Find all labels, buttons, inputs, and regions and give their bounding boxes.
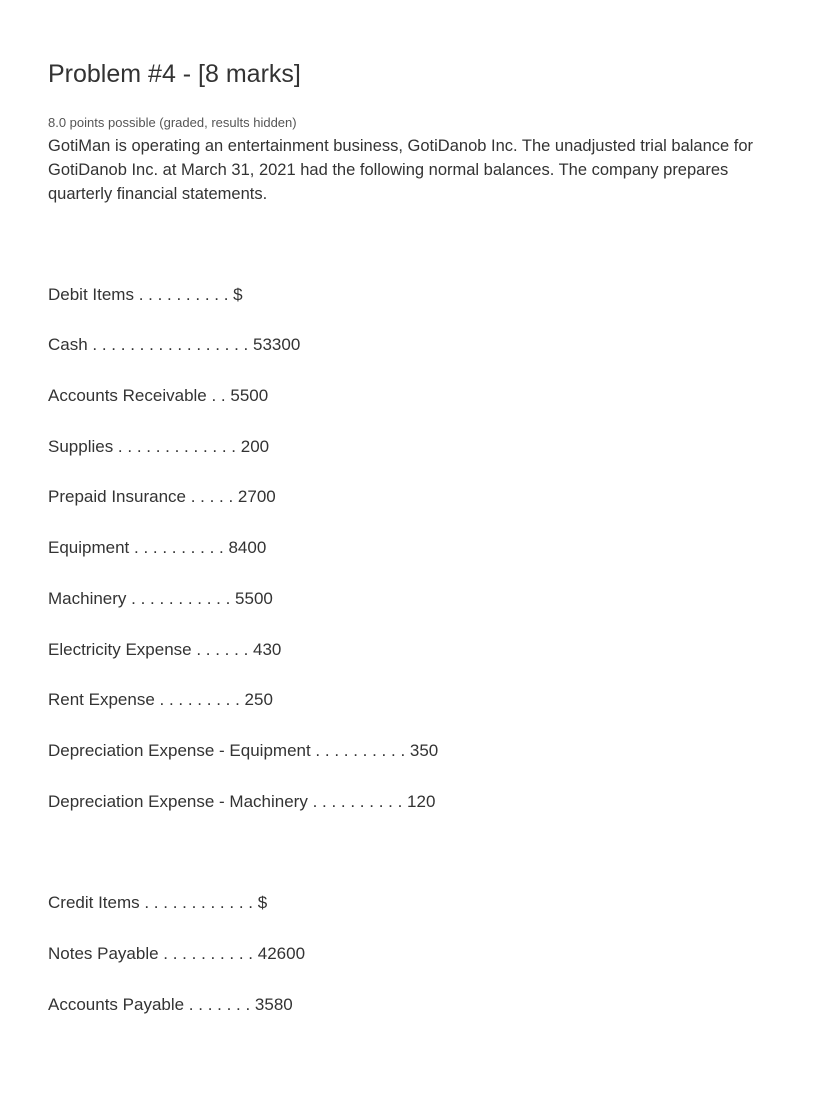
debit-items-header: Debit Items . . . . . . . . . . $: [48, 285, 243, 304]
debit-line-rent-expense: Rent Expense . . . . . . . . . 250: [48, 690, 273, 709]
debit-line-supplies: Supplies . . . . . . . . . . . . . 200: [48, 437, 270, 456]
debit-line-cash: Cash . . . . . . . . . . . . . . . . . 53300: [48, 335, 301, 354]
debit-line-prepaid-insurance: Prepaid Insurance . . . . . 2700: [48, 487, 276, 506]
debit-line-accounts-receivable: Accounts Receivable . . 5500: [48, 386, 269, 405]
debit-line-depreciation-equipment: Depreciation Expense - Equipment . . . . . . . . . . 350: [48, 741, 439, 760]
points-possible: 8.0 points possible (graded, results hidden): [48, 115, 297, 130]
debit-line-depreciation-machinery: Depreciation Expense - Machinery . . . . . . . . . . 120: [48, 792, 436, 811]
problem-title: Problem #4 - [8 marks]: [48, 60, 301, 88]
credit-items-header: Credit Items . . . . . . . . . . . . $: [48, 893, 268, 912]
credit-line-notes-payable: Notes Payable . . . . . . . . . . 42600: [48, 944, 306, 963]
debit-line-machinery: Machinery . . . . . . . . . . . 5500: [48, 589, 273, 608]
problem-description: GotiMan is operating an entertainment business, GotiDanob Inc. The unadjusted trial balance for GotiDanob Inc. at March 31, 2021 had the following normal balances. The company prepares quarterly financial statements.: [48, 137, 754, 203]
credit-line-accounts-payable: Accounts Payable . . . . . . . 3580: [48, 995, 293, 1014]
debit-line-electricity-expense: Electricity Expense . . . . . . 430: [48, 640, 282, 659]
debit-line-equipment: Equipment . . . . . . . . . . 8400: [48, 538, 267, 557]
